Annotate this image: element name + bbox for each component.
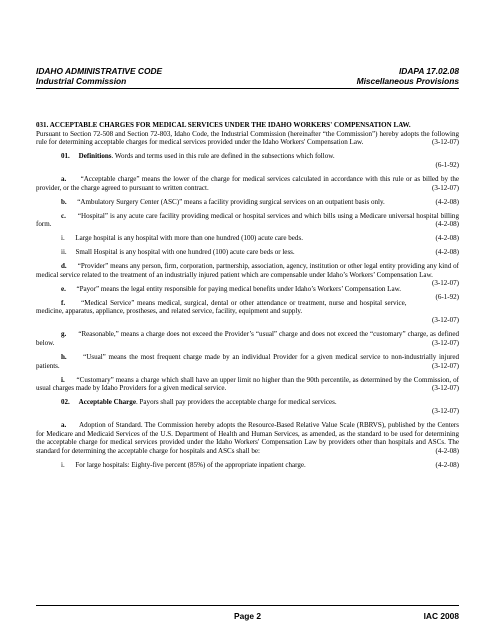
definition-i-cite: (3-12-07) <box>431 384 459 393</box>
definition-f <box>36 299 459 316</box>
subsection-02-num: 02. <box>61 398 70 407</box>
subsection-02-a-i <box>36 461 459 470</box>
definition-c-i-cite: (4-2-08) <box>435 234 459 243</box>
definition-e-text: “Payor” means the legal entity responsible for paying medical benefits under Idaho’s Workers’ Compensation Law. <box>76 284 402 293</box>
subsection-02-heading: Acceptable Charge <box>78 398 136 407</box>
definition-g-num: g. <box>61 330 67 339</box>
subsection-01-num: 01. <box>61 152 70 161</box>
definition-d <box>36 262 459 288</box>
definition-c-ii-num: ii. <box>61 248 67 257</box>
subsection-02-a-i-num: i. <box>61 460 65 469</box>
footer-rule <box>36 605 459 606</box>
definition-h <box>36 353 459 370</box>
subsection-02-text: . Payors shall pay providers the acceptable charge for medical services. <box>135 398 337 407</box>
definition-c-i-text: Large hospital is any hospital with more than one hundred (100) acute care beds. <box>75 234 303 243</box>
header-agency: Industrial Commission <box>36 76 127 86</box>
subsection-02-a-i-text: For large hospitals: Eighty-five percent (85%) of the appropriate inpatient charge. <box>75 460 306 469</box>
definition-d-text: “Provider” means any person, firm, corporation, partnership, association, agency, institution or other legal entity providing any kind of medical service related to the treatment of an industrially injured patient which are compensable under Idaho’s Workers’ Compensation Law. <box>36 262 459 279</box>
definition-f-num: f. <box>61 298 66 307</box>
subsection-01 <box>36 152 459 161</box>
definition-c-i <box>36 234 459 243</box>
definition-b-cite: (4-2-08) <box>435 197 459 206</box>
definition-a-cite: (3-12-07) <box>431 183 459 192</box>
definition-b-num: b. <box>61 197 67 206</box>
definition-a <box>36 175 459 192</box>
definition-h-cite: (3-12-07) <box>431 361 459 370</box>
definition-d-num: d. <box>61 262 67 271</box>
subsection-02-cite: (3-12-07) <box>431 407 459 416</box>
definition-c-ii-text: Small Hospital is any hospital with one hundred (100) acute care beds or less. <box>75 248 295 257</box>
subsection-01-cite: (6-1-92) <box>435 161 459 170</box>
definition-f-text: “Medical Service” means medical, surgical, dental or other attendance or treatment, nurse and hospital service, medicine, apparatus, appliance, prostheses, and related service, facility, equipment and supply. <box>36 298 407 316</box>
subsection-02 <box>36 398 459 407</box>
definition-c-ii <box>36 248 459 257</box>
header-chapter: Miscellaneous Provisions <box>356 76 459 86</box>
header-rule <box>36 88 459 89</box>
subsection-01-text: . Words and terms used in this rule are defined in the subsections which follow. <box>111 152 335 161</box>
definition-c-num: c. <box>61 211 66 220</box>
definition-i <box>36 376 459 393</box>
definition-g-text: “Reasonable,” means a charge does not exceed the Provider’s “usual” charge and does not exceed the “customary” charge, as defined below. <box>36 330 459 347</box>
definition-a-num: a. <box>61 175 67 184</box>
subsection-02-a-num: a. <box>61 421 67 430</box>
section-intro <box>36 130 459 147</box>
section-intro-text: Pursuant to Section 72-508 and Section 72-803, Idaho Code, the Industrial Commission (hereinafter “the Commission”) hereby adopts the following rule for determining acceptable charges for medical services provided under the Idaho Workers' Compensation Law. <box>36 129 459 147</box>
definition-h-text: “Usual” means the most frequent charge made by an individual Provider for a given medical service to non-industrially injured patients. <box>36 352 459 370</box>
definition-e-num: e. <box>61 284 66 293</box>
subsection-02-a-text: Adoption of Standard. The Commission hereby adopts the Resource-Based Relative Value Scale (RBRVS), published by the Centers for Medicare and Medicaid Services of the U.S. Department of Health and Human Services, as amended, as the standard to be used for determining the acceptable charge for medical services provided under the Idaho Workers' Compensation Law by providers other than hospitals and ASCs. The standard for determining the acceptable charge for hospitals and ASCs shall be: <box>36 421 459 455</box>
definition-c-i-num: i. <box>61 234 65 243</box>
definition-e-cite: (6-1-92) <box>435 293 459 302</box>
definition-b-text: “Ambulatory Surgery Center (ASC)” means a facility providing surgical services on an outpatient basis only. <box>77 197 385 206</box>
definition-i-num: i. <box>61 375 65 384</box>
edition-label: IAC 2008 <box>423 611 459 621</box>
section-intro-cite: (3-12-07) <box>431 138 459 147</box>
definition-c-cite: (4-2-08) <box>435 220 459 229</box>
subsection-02-a-i-cite: (4-2-08) <box>435 460 459 469</box>
definition-f-cite: (3-12-07) <box>431 316 459 325</box>
definition-c-text: “Hospital” is any acute care facility providing medical or hospital services and which bills using a Medicare universal hospital billing form. <box>36 211 459 229</box>
section-title: 031. ACCEPTABLE CHARGES FOR MEDICAL SERVICES UNDER THE IDAHO WORKERS' COMPENSATION LAW. <box>36 121 411 129</box>
page-number: Page 2 <box>233 611 261 621</box>
rule-body <box>36 121 459 475</box>
definition-a-text: “Acceptable charge” means the lower of the charge for medical services calculated in accordance with this rule or as billed by the provider, or the charge agreed to pursuant to written contract. <box>36 175 459 192</box>
definition-g-cite: (3-12-07) <box>431 338 459 347</box>
definition-b <box>36 198 459 207</box>
page-header <box>36 66 459 86</box>
definition-g <box>36 330 459 347</box>
subsection-02-a-cite: (4-2-08) <box>435 446 459 455</box>
subsection-02-a <box>36 421 459 455</box>
definition-c-ii-cite: (4-2-08) <box>435 248 459 257</box>
definition-h-num: h. <box>61 352 67 361</box>
definition-i-text: “Customary” means a charge which shall have an upper limit no higher than the 90th percentile, as determined by the Commission, of usual charges made by Idaho Providers for a given medical service. <box>36 375 459 393</box>
header-code-title: IDAHO ADMINISTRATIVE CODE <box>36 66 163 76</box>
header-idapa-number: IDAPA 17.02.08 <box>398 66 459 76</box>
definition-d-cite: (3-12-07) <box>431 279 459 288</box>
subsection-01-heading: Definitions <box>78 152 112 161</box>
definition-c <box>36 212 459 229</box>
definition-e <box>36 284 459 302</box>
